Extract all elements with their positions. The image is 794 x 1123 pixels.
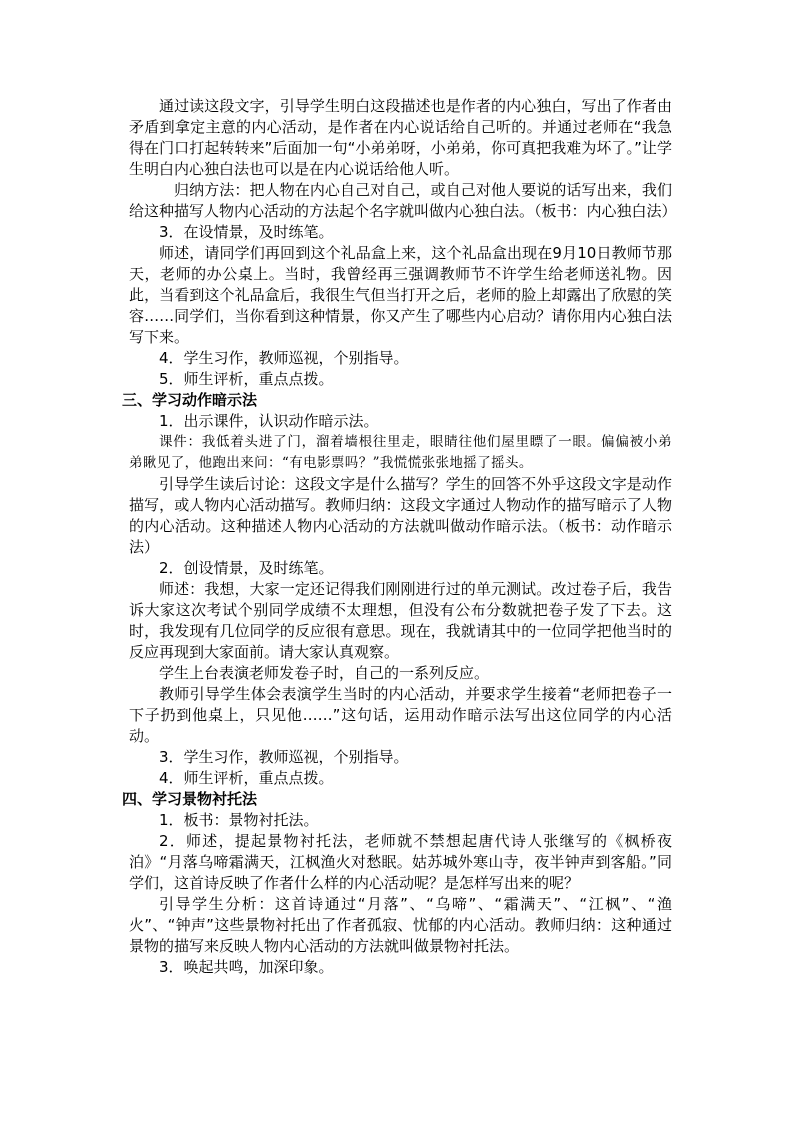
paragraph: 师述，请同学们再回到这个礼品盒上来，这个礼品盒出现在9月10日教师节那天，老师的办公桌上。当时，我曾经再三强调教师节不许学生给老师送礼物。因此，当看到这个礼品盒后，我很生气但当打开之后，老师的脸上却露出了欣慰的笑容……同学们，当你看到这种情景，你又产生了哪些内心启动？请你用内心独白法写下来。 (129, 244, 672, 346)
paragraph: 教师引导学生体会表演学生当时的内心活动，并要求学生接着“老师把卷子一下子扔到他桌上，只见他……”这句话，运用动作暗示法写出这位同学的内心活动。 (129, 685, 672, 745)
paragraph: 学生上台表演老师发卷子时，自己的一系列反应。 (159, 664, 490, 682)
list-item: 4．师生评析，重点点拨。 (159, 769, 334, 787)
document-body (122, 96, 677, 978)
courseware-quote: 课件：我低着头进了门，溜着墙根往里走，眼睛往他们屋里瞟了一眼。偏偏被小弟弟瞅见了，他跑出来问：“有电影票吗？”我慌慌张张地摇了摇头。 (129, 434, 672, 471)
list-item: 3．唤起共鸣，加深印象。 (159, 958, 334, 976)
list-item: 4．学生习作，教师巡视，个别指导。 (159, 349, 409, 367)
paragraph: 引导学生分析：这首诗通过“月落”、“乌啼”、“霜满天”、“江枫”、“渔火”、“钟声”这些景物衬托出了作者孤寂、忧郁的内心活动。教师归纳：这种通过景物的描写来反映人物内心活动的方法就叫做景物衬托法。 (129, 895, 672, 955)
list-item: 3．在设情景，及时练笔。 (159, 223, 334, 241)
paragraph: 归纳方法：把人物在内心自己对自己，或自己对他人要说的话写出来，我们给这种描写人物内心活动的方法起个名字就叫做内心独白法。（板书：内心独白法） (129, 181, 677, 220)
paragraph: 师述：我想，大家一定还记得我们刚刚进行过的单元测试。改过卷子后，我告诉大家这次考试个别同学成绩不太理想，但没有公布分数就把卷子发了下去。这时，我发现有几位同学的反应很有意思。现在，我就请其中的一位同学把他当时的反应再现到大家面前。请大家认真观察。 (129, 580, 672, 661)
list-item: 2．创设情景，及时练笔。 (159, 559, 334, 577)
list-item: 1．出示课件，认识动作暗示法。 (159, 412, 379, 430)
paragraph: 引导学生读后讨论：这段文字是什么描写？学生的回答不外乎这段文字是动作描写，或人物内心活动描写。教师归纳：这段文字通过人物动作的描写暗示了人物的内心活动。这种描述人物内心活动的方法就叫做动作暗示法。（板书：动作暗示法） (129, 475, 672, 556)
list-item: 3．学生习作，教师巡视，个别指导。 (159, 748, 409, 766)
paragraph: 通过读这段文字，引导学生明白这段描述也是作者的内心独白，写出了作者由矛盾到拿定主意的内心活动，是作者在内心说话给自己听的。并通过老师在“我急得在门口打起转转来”后面加一句“小弟弟呀，小弟弟，你可真把我难为坏了。”让学生明白内心独白法也可以是在内心说话给他人听。 (129, 97, 672, 178)
section-heading: 三、学习动作暗示法 (122, 391, 258, 409)
list-item: 1．板书：景物衬托法。 (159, 811, 319, 829)
list-item: 5．师生评析，重点点拨。 (159, 370, 334, 388)
paragraph: 2．师述，提起景物衬托法，老师就不禁想起唐代诗人张继写的《枫桥夜泊》“月落乌啼霜满天，江枫渔火对愁眠。姑苏城外寒山寺，夜半钟声到客船。”同学们，这首诗反映了作者什么样的内心活动呢？是怎样写出来的呢？ (129, 832, 672, 892)
section-heading: 四、学习景物衬托法 (122, 790, 258, 808)
